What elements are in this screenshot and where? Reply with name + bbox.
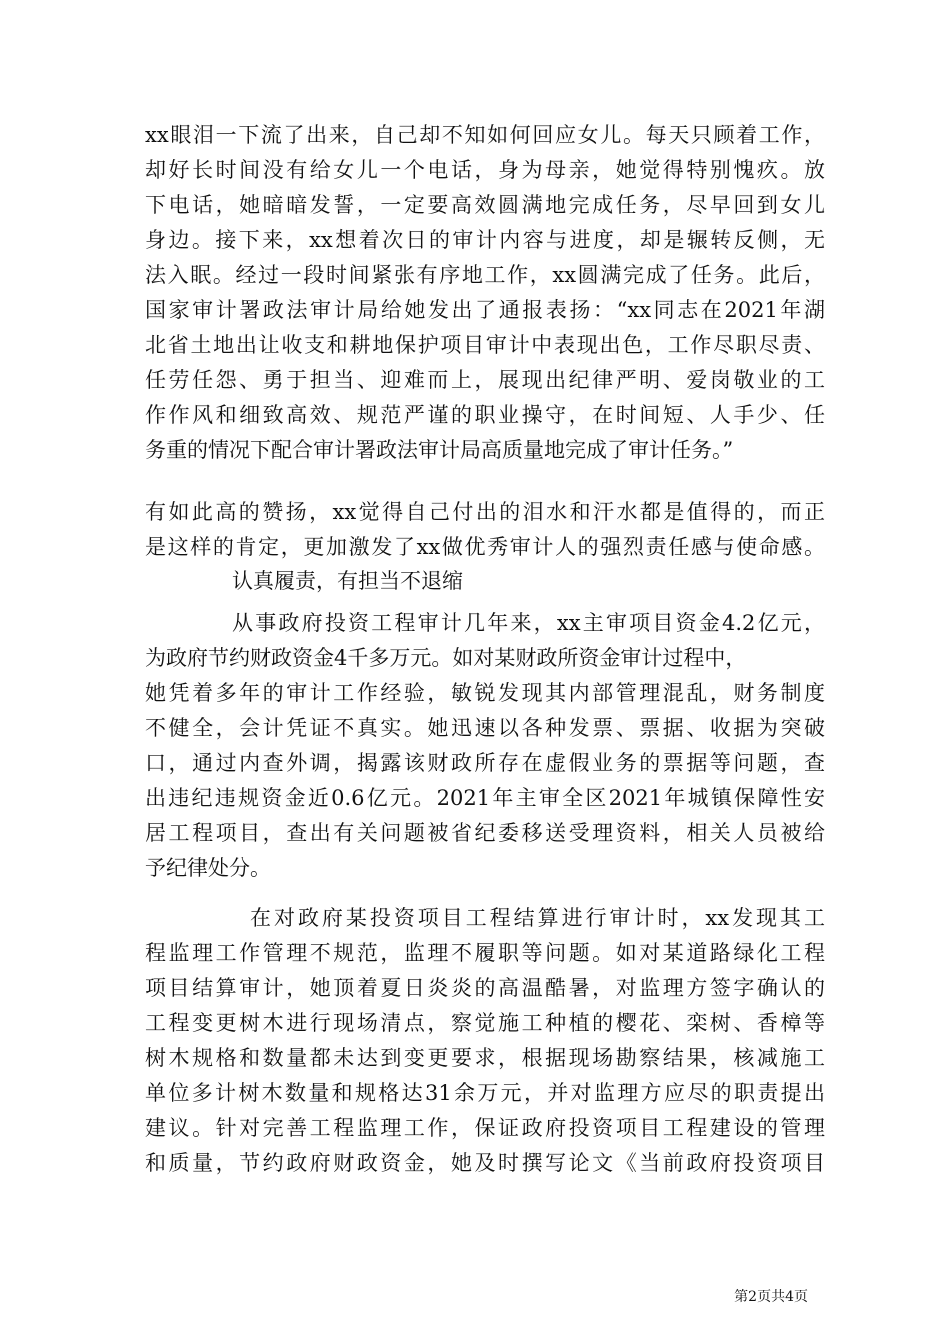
text-line: 是这样的肯定，更加激发了xx做优秀审计人的强烈责任感与使命感。 (145, 535, 825, 559)
text-line: 法入眠。经过一段时间紧张有序地工作，xx圆满完成了任务。此后， (145, 263, 825, 287)
text-line: 不健全，会计凭证不真实。她迅速以各种发票、票据、收据为突破 (145, 716, 825, 740)
text-line: 项目结算审计，她顶着夏日炎炎的高温酷暑，对监理方签字确认的 (145, 976, 825, 1000)
text-line: 国家审计署政法审计局给她发出了通报表扬：“xx同志在2021年湖 (145, 298, 825, 322)
text-line: 为政府节约财政资金4千多万元。如对某财政所资金审计过程中， (145, 646, 747, 670)
text-line: 出违纪违规资金近0.6亿元。2021年主审全区2021年城镇保障性安 (145, 786, 825, 810)
text-line: 单位多计树木数量和规格达31余万元，并对监理方应尽的职责提出 (145, 1081, 825, 1105)
text-line: 在对政府某投资项目工程结算进行审计时，xx发现其工 (250, 906, 825, 930)
text-line: 工程变更树木进行现场清点，察觉施工种植的樱花、栾树、香樟等 (145, 1011, 825, 1035)
text-line: 却好长时间没有给女儿一个电话，身为母亲，她觉得特别愧疚。放 (145, 158, 825, 182)
text-line: 居工程项目，查出有关问题被省纪委移送受理资料，相关人员被给 (145, 821, 825, 845)
text-line: 予纪律处分。 (145, 856, 271, 880)
text-line: 口，通过内查外调，揭露该财政所存在虚假业务的票据等问题，查 (145, 751, 825, 775)
section-heading: 认真履责，有担当不退缩 (232, 569, 463, 593)
text-line: 北省土地出让收支和耕地保护项目审计中表现出色，工作尽职尽责、 (145, 333, 825, 357)
text-line: 务重的情况下配合审计署政法审计局高质量地完成了审计任务。” (145, 438, 734, 462)
text-line: 作作风和细致高效、规范严谨的职业操守，在时间短、人手少、任 (145, 403, 825, 427)
text-line: 身边。接下来，xx想着次日的审计内容与进度，却是辗转反侧，无 (145, 228, 825, 252)
text-line: 从事政府投资工程审计几年来，xx主审项目资金4.2亿元， (232, 611, 825, 635)
text-line: 下电话，她暗暗发誓，一定要高效圆满地完成任务，尽早回到女儿 (145, 193, 825, 217)
text-line: 有如此高的赞扬，xx觉得自己付出的泪水和汗水都是值得的，而正 (145, 500, 825, 524)
text-line: 任劳任怨、勇于担当、迎难而上，展现出纪律严明、爱岗敬业的工 (145, 368, 825, 392)
page-number: 第2页共4页 (734, 1289, 808, 1305)
text-line: 她凭着多年的审计工作经验，敏锐发现其内部管理混乱，财务制度 (145, 681, 825, 705)
text-line: 树木规格和数量都未达到变更要求，根据现场勘察结果，核减施工 (145, 1046, 825, 1070)
text-line: 和质量，节约政府财政资金，她及时撰写论文《当前政府投资项目 (145, 1151, 825, 1175)
text-line: 建议。针对完善工程监理工作，保证政府投资项目工程建设的管理 (145, 1116, 825, 1140)
text-line: xx眼泪一下流了出来，自己却不知如何回应女儿。每天只顾着工作， (145, 123, 825, 147)
text-line: 程监理工作管理不规范，监理不履职等问题。如对某道路绿化工程 (145, 941, 825, 965)
